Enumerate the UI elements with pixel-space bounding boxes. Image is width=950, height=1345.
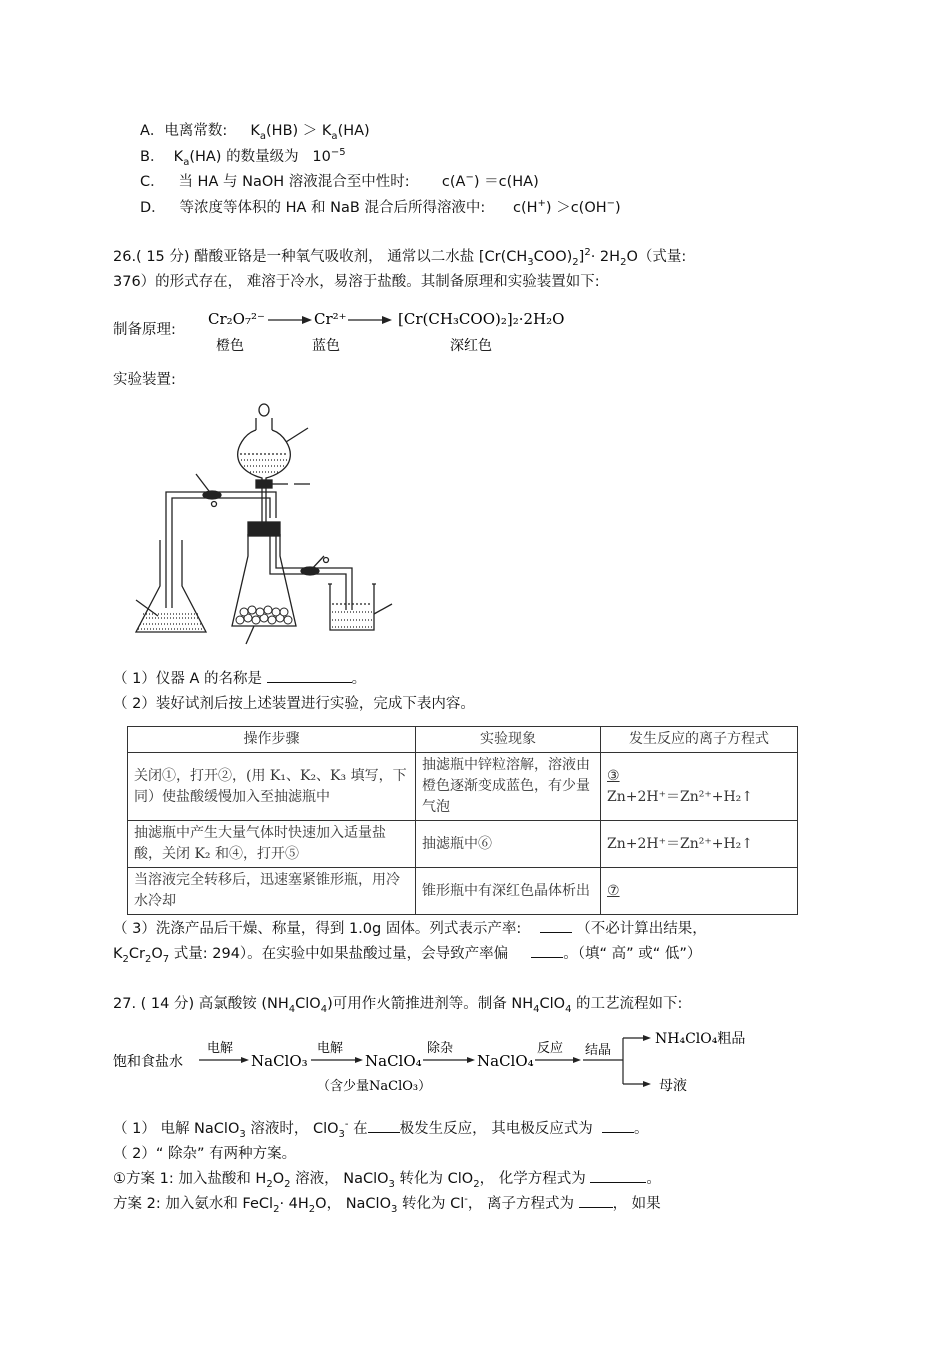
cell-equation-1 bbox=[601, 753, 798, 821]
blank-ionic-equation[interactable] bbox=[579, 1207, 613, 1208]
cell-phenomenon-3: 锥形瓶中有深红色晶体析出 bbox=[416, 868, 601, 915]
q26-part3-line2: $K_2Cr_2O_7$ 式量: 294）。在实验中如果盐酸过量，会导致产率偏 。（填“ 高” 或“ 低”） bbox=[113, 946, 702, 965]
blank-chemical-equation[interactable] bbox=[590, 1182, 646, 1183]
cell-phenomenon-1: 抽滤瓶中锌粒溶解，溶液由橙色逐渐变成蓝色，有少量气泡 bbox=[416, 753, 601, 821]
table-header-row bbox=[128, 727, 798, 753]
preparation-scheme bbox=[200, 304, 580, 360]
q27-stem: 27. ( 14 分) 高氯酸铵 $(NH_4ClO_4)$可用作火箭推进剂等。制备 $NH_4ClO_4$ 的工艺流程如下: bbox=[113, 996, 683, 1015]
q26-part2: （ 2）装好试剂后按上述装置进行实验，完成下表内容。 bbox=[113, 696, 475, 712]
arrow-1-head bbox=[302, 316, 312, 324]
funnel-liquid bbox=[241, 460, 287, 472]
flow-arrow-label-react: 反应 bbox=[537, 1041, 564, 1056]
flow-arrow-2-head bbox=[355, 1057, 363, 1063]
apparatus-label: 实验装置: bbox=[113, 372, 176, 388]
rubber-stopper bbox=[248, 522, 280, 536]
flow-arrow-1-head bbox=[241, 1057, 249, 1063]
q26-part3-line1: （ 3）洗涤产品后干燥、称量，得到 1.0g 固体。列式表示产率: （不必计算出结果， bbox=[113, 921, 707, 937]
apparatus-diagram bbox=[130, 400, 400, 646]
table-row bbox=[128, 753, 798, 821]
blank-7[interactable]: ⑦ bbox=[607, 882, 620, 899]
option-c: C． 当 HA 与 NaOH 溶液混合至中性时: c(A−) ＝c(HA) bbox=[140, 172, 539, 190]
flow-label-crystallize: 结晶 bbox=[585, 1043, 612, 1058]
cell-step-2: 抽滤瓶中产生大量气体时快速加入适量盐酸，关闭 K₂ 和④，打开⑤ bbox=[128, 821, 416, 868]
flow-node-crude-product: NH₄ClO₄粗品 bbox=[655, 1031, 746, 1047]
blank-yield-expression[interactable] bbox=[540, 932, 572, 933]
stopcock-k2 bbox=[256, 480, 272, 488]
blank-electrode-equation[interactable] bbox=[602, 1132, 634, 1133]
blank-electrode[interactable] bbox=[368, 1132, 400, 1133]
label-line-zinc bbox=[246, 626, 254, 644]
option-d: D． 等浓度等体积的 HA 和 NaB 混合后所得溶液中: c(H+) ＞c(OH−) bbox=[140, 198, 621, 216]
cell-equation-2: Zn+2H⁺＝Zn²⁺+H₂↑ bbox=[601, 821, 798, 868]
q27-scheme2: 方案 2: 加入氨水和 FeCl$_2$· $4H_2O$， NaClO$_3$ 转化为 Cl-， 离子方程式为 ， 如果 bbox=[113, 1194, 661, 1215]
table-row bbox=[128, 821, 798, 868]
q27-part2: （ 2）“ 除杂” 有两种方案。 bbox=[113, 1146, 297, 1162]
flow-node-naclo4-pure: NaClO₄ bbox=[477, 1052, 534, 1070]
species-product: [Cr(CH₃COO)₂]₂·2H₂O bbox=[398, 310, 565, 328]
funnel-stopper bbox=[259, 404, 269, 416]
header-phenomena: 实验现象 bbox=[416, 727, 601, 753]
flow-branch-bottom-head bbox=[643, 1081, 651, 1087]
label-line-beaker bbox=[374, 604, 392, 614]
funnel-left-wall bbox=[238, 430, 262, 524]
species-dichromate: Cr₂O₇²⁻ bbox=[208, 310, 265, 328]
flow-note-impurity: （含少量NaClO₃） bbox=[317, 1079, 432, 1094]
stopcock-k1-knob bbox=[212, 502, 217, 507]
left-flask-liquid-fill bbox=[138, 618, 204, 629]
zinc-granules bbox=[236, 606, 292, 624]
header-equation: 发生反应的离子方程式 bbox=[601, 727, 798, 753]
flow-arrow-label-purify: 除杂 bbox=[427, 1041, 454, 1056]
cell-step-3: 当溶液完全转移后，迅速塞紧锥形瓶，用冷水冷却 bbox=[128, 868, 416, 915]
blank-instrument-name[interactable] bbox=[267, 682, 352, 683]
option-b: B． $K_a(HA)$ 的数量级为 $10^{-5}$ bbox=[140, 147, 346, 168]
funnel-neck bbox=[256, 418, 272, 430]
flow-node-brine: 饱和食盐水 bbox=[113, 1054, 183, 1070]
stopcock-k3-knob bbox=[324, 558, 329, 563]
color-orange: 橙色 bbox=[216, 338, 244, 354]
flow-node-naclo4: NaClO₄ bbox=[365, 1052, 422, 1070]
blank-yield-bias[interactable] bbox=[531, 957, 563, 958]
flow-arrow-4-head bbox=[573, 1057, 581, 1063]
q26-stem-line2: 376）的形式存在， 难溶于冷水，易溶于盐酸。其制备原理和实验装置如下: bbox=[113, 274, 600, 290]
color-blue: 蓝色 bbox=[312, 338, 340, 354]
arrow-2-head bbox=[382, 316, 392, 324]
cell-phenomenon-2: 抽滤瓶中⑥ bbox=[416, 821, 601, 868]
flow-branch-top-head bbox=[643, 1035, 651, 1041]
label-line-funnel-a bbox=[286, 428, 308, 442]
q27-part1: （ 1） 电解 NaClO$_3$ 溶液时， ClO$_3$- 在 极发生反应， 其电极反应式为 。 bbox=[113, 1119, 649, 1140]
principle-label: 制备原理: bbox=[113, 322, 176, 338]
process-flow-diagram bbox=[113, 1020, 793, 1100]
q26-stem-line1: 26.( 15 分) 醋酸亚铬是一种氧气吸收剂， 通常以二水盐 $[Cr(CH_3COO)_2]^2\cdot 2H_2O$（式量: bbox=[113, 247, 687, 268]
option-a: A．电离常数: $K_a(HB) > K_a(HA)$ bbox=[140, 123, 370, 142]
beaker-liquid bbox=[332, 612, 372, 627]
blank-3[interactable]: ③ bbox=[607, 767, 620, 784]
flow-arrow-label-electrolysis-1: 电解 bbox=[207, 1041, 234, 1056]
cell-step-1: 关闭①，打开②，(用 K₁、K₂、K₃ 填写，下同）使盐酸缓慢加入至抽滤瓶中 bbox=[128, 753, 416, 821]
connecting-tube-left-inner bbox=[172, 498, 270, 608]
q27-scheme1: ①方案 1: 加入盐酸和 $H_2O_2$ 溶液， NaClO$_3$ 转化为 ClO$_2$， 化学方程式为 。 bbox=[113, 1171, 661, 1190]
species-cr2plus: Cr²⁺ bbox=[314, 310, 347, 328]
flow-node-naclo3: NaClO₃ bbox=[251, 1052, 308, 1070]
flow-arrow-label-electrolysis-2: 电解 bbox=[317, 1041, 344, 1056]
header-steps: 操作步骤 bbox=[128, 727, 416, 753]
table-row bbox=[128, 868, 798, 915]
flow-arrow-3-head bbox=[467, 1057, 475, 1063]
experiment-table bbox=[127, 726, 798, 915]
flow-node-mother-liquor: 母液 bbox=[659, 1078, 687, 1094]
cell-equation-3 bbox=[601, 868, 798, 915]
color-deep-red: 深红色 bbox=[450, 338, 492, 354]
equation-text: Zn+2H⁺＝Zn²⁺+H₂↑ bbox=[607, 788, 754, 805]
q26-part1: （ 1）仪器 A 的名称是 。 bbox=[113, 671, 367, 687]
